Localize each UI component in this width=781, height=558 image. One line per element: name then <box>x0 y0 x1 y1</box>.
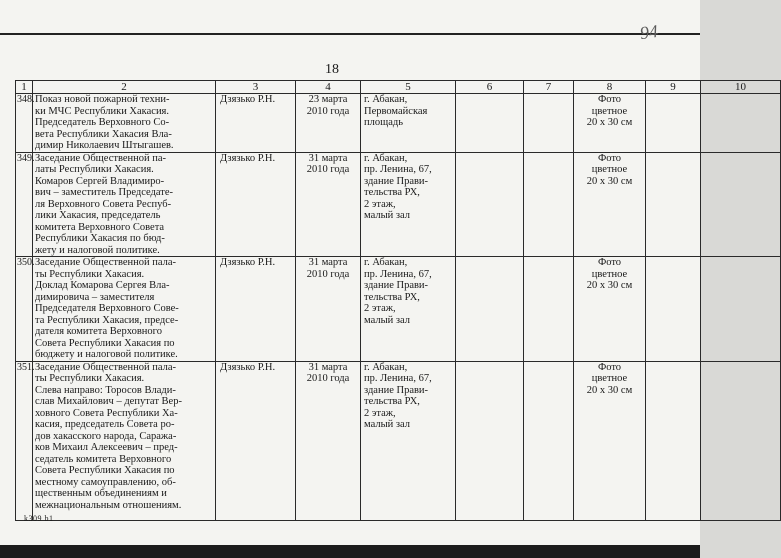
photo-format <box>574 152 646 257</box>
empty-cell <box>646 94 701 153</box>
inventory-table <box>15 80 781 521</box>
table-row <box>16 257 781 362</box>
description-text: Заседание Общественной пала- ты Республики Хакасия. Слева направо: Торосов Влади- слав Михайлович – депутат Вер- ховного Совета Республики Ха- касия, председатель Совета ро- дов хакасского народа, Саража- ков Михаил Алексеевич – пред- седатель комитета Верховного Совета Республики Хакасия по местному самоуправлению, об- щественным объединениям и межнациональным отношениям. <box>35 361 182 511</box>
photo-description <box>33 361 216 520</box>
photo-place <box>361 257 456 362</box>
page-top-border <box>0 33 700 35</box>
format-text: Фото цветное 20 х 30 см <box>586 152 633 187</box>
format-text: Фото цветное 20 х 30 см <box>586 257 633 291</box>
column-number-row <box>16 81 781 94</box>
empty-cell <box>524 361 574 520</box>
description-text: Показ новой пожарной техни- ки МЧС Республики Хакасия. Председатель Верховного Со- вета Республики Хакасия Вла- димир Николаевич Штыгашев. <box>35 94 174 151</box>
column-header: 8 <box>574 81 646 94</box>
row-number: 350. <box>16 257 33 362</box>
date-text: 31 марта 2010 года <box>306 361 350 384</box>
photo-description <box>33 152 216 257</box>
empty-cell <box>524 152 574 257</box>
photo-date <box>296 257 361 362</box>
photo-format <box>574 257 646 362</box>
date-text: 23 марта 2010 года <box>306 94 350 117</box>
photo-author: Дзязько Р.Н. <box>216 152 296 257</box>
empty-cell <box>646 257 701 362</box>
table-row <box>16 152 781 257</box>
place-text: г. Абакан, Первомайская площадь <box>364 94 428 128</box>
empty-cell <box>456 152 524 257</box>
empty-cell <box>524 94 574 153</box>
format-text: Фото цветное 20 х 30 см <box>586 94 633 128</box>
row-number: 351. <box>16 361 33 520</box>
photo-author: Дзязько Р.Н. <box>216 94 296 153</box>
empty-cell <box>646 361 701 520</box>
column-header: 7 <box>524 81 574 94</box>
photo-format <box>574 361 646 520</box>
column-header: 1 <box>16 81 33 94</box>
empty-cell <box>701 361 781 520</box>
photo-description <box>33 257 216 362</box>
place-text: г. Абакан, пр. Ленина, 67, здание Прави- тельства РХ, 2 этаж, малый зал <box>364 152 432 221</box>
photo-place <box>361 94 456 153</box>
place-text: г. Абакан, пр. Ленина, 67, здание Прави- тельства РХ, 2 этаж, малый зал <box>364 361 432 430</box>
photo-date <box>296 361 361 520</box>
row-number: 348. <box>16 94 33 153</box>
row-number: 349. <box>16 152 33 257</box>
photo-place <box>361 152 456 257</box>
photo-place <box>361 361 456 520</box>
page-number: 18 <box>325 62 339 77</box>
photo-date <box>296 152 361 257</box>
empty-cell <box>701 94 781 153</box>
archive-number: 94 <box>638 20 660 44</box>
scan-edge <box>0 545 700 558</box>
description-text: Заседание Общественной па- латы Республики Хакасия. Комаров Сергей Владимиро- вич – заместитель Председате- ля Верховного Совета Респуб- лики Хакасия, председатель комитета Верховного Совета Республики Хакасия по бюд- жету и налоговой политике. <box>35 152 173 256</box>
column-header: 2 <box>33 81 216 94</box>
column-header: 10 <box>701 81 781 94</box>
empty-cell <box>524 257 574 362</box>
empty-cell <box>701 152 781 257</box>
column-header: 6 <box>456 81 524 94</box>
footer-code: k309 b1 <box>24 514 54 523</box>
description-text: Заседание Общественной пала- ты Республики Хакасия. Доклад Комарова Сергея Вла- димировича – заместителя Председателя Верховного Сове- та Республики Хакасия, предсе- дателя комитета Верховного Совета Республики Хакасия по бюджету и налоговой политике. <box>35 257 179 360</box>
photo-author: Дзязько Р.Н. <box>216 257 296 362</box>
table-row <box>16 94 781 153</box>
column-header: 3 <box>216 81 296 94</box>
format-text: Фото цветное 20 х 30 см <box>586 361 633 396</box>
empty-cell <box>701 257 781 362</box>
photo-author: Дзязько Р.Н. <box>216 361 296 520</box>
column-header: 4 <box>296 81 361 94</box>
empty-cell <box>646 152 701 257</box>
empty-cell <box>456 94 524 153</box>
date-text: 31 марта 2010 года <box>306 257 350 280</box>
empty-cell <box>456 257 524 362</box>
photo-description <box>33 94 216 153</box>
column-header: 5 <box>361 81 456 94</box>
column-header: 9 <box>646 81 701 94</box>
empty-cell <box>456 361 524 520</box>
place-text: г. Абакан, пр. Ленина, 67, здание Прави- тельства РХ, 2 этаж, малый зал <box>364 257 432 326</box>
photo-date <box>296 94 361 153</box>
photo-format <box>574 94 646 153</box>
table-row <box>16 361 781 520</box>
date-text: 31 марта 2010 года <box>306 152 350 175</box>
